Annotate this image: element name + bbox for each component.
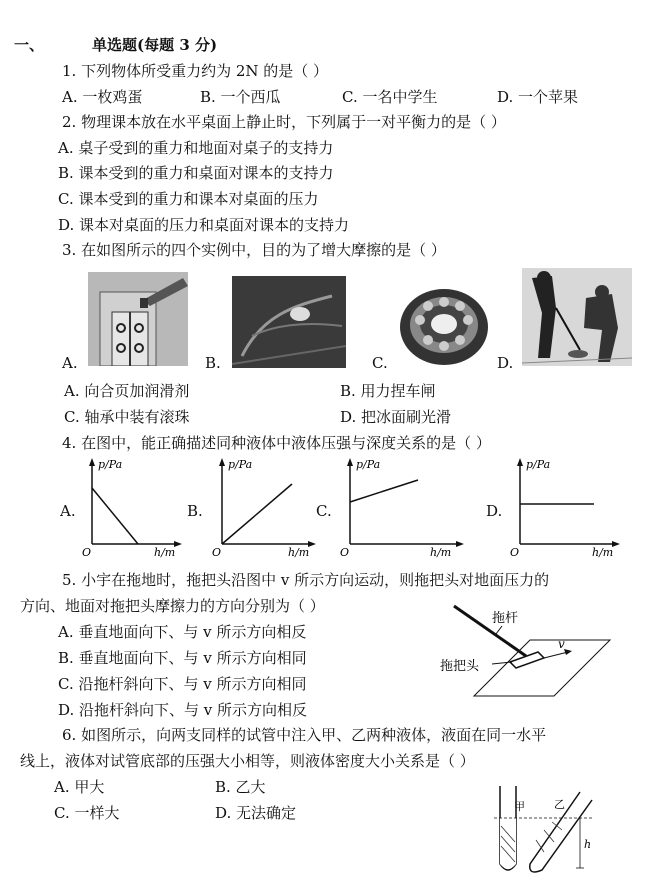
q6-option-b: B. 乙大 (215, 778, 266, 796)
q4-graph-d (508, 454, 624, 558)
q3-option-c: C. 轴承中装有滚珠 (64, 408, 190, 426)
q3-image-c-bearing (398, 284, 490, 370)
q1-option-a: A. 一枚鸡蛋 (62, 88, 143, 106)
q4-graph-d-xlabel: h/m (592, 546, 614, 558)
q3-option-b: B. 用力捏车闸 (340, 382, 436, 400)
q6-option-c: C. 一样大 (54, 804, 120, 822)
q4-graph-b-line (222, 484, 292, 544)
q3-image-a-hinge (88, 272, 188, 366)
q4-graph-b-origin: O (212, 546, 222, 558)
q5-option-b: B. 垂直地面向下、与 v 所示方向相同 (58, 649, 307, 667)
q4-graph-label-a: A. (60, 502, 76, 520)
q6-stem-line1: 6. 如图所示，向两支同样的试管中注入甲、乙两种液体，液面在同一水平 (62, 726, 547, 744)
q4-graph-label-d: D. (486, 502, 503, 520)
q4-graph-c (338, 454, 468, 558)
q3-image-b-brake (232, 276, 346, 368)
q3-stem: 3. 在如图所示的四个实例中，目的为了增大摩擦的是（ ） (62, 241, 446, 259)
q1-option-d: D. 一个苹果 (497, 88, 579, 106)
q1-option-b: B. 一个西瓜 (200, 88, 281, 106)
q3-image-label-a: A. (62, 354, 78, 372)
q1-option-c: C. 一名中学生 (342, 88, 438, 106)
q5-mop-figure (430, 600, 630, 712)
q6-fig-yi-label: 乙 (554, 798, 565, 811)
q2-stem: 2. 物理课本放在水平桌面上静止时，下列属于一对平衡力的是（ ） (62, 113, 506, 131)
q4-graph-c-ylabel: p/Pa (356, 458, 381, 471)
q5-option-c: C. 沿拖杆斜向下、与 v 所示方向相同 (58, 675, 307, 693)
q5-fig-pole-label: 拖杆 (492, 611, 519, 626)
q4-graph-a-xlabel: h/m (154, 546, 176, 558)
q4-stem: 4. 在图中，能正确描述同种液体中液体压强与深度关系的是（ ） (62, 434, 491, 452)
q6-test-tubes-figure (484, 778, 624, 878)
q2-option-b: B. 课本受到的重力和桌面对课本的支持力 (58, 164, 334, 182)
section-number: 一、 (14, 36, 45, 54)
q4-graph-c-origin: O (340, 546, 350, 558)
q4-graph-b-xlabel: h/m (288, 546, 310, 558)
q4-graph-a-line (92, 488, 138, 544)
q4-graph-label-b: B. (187, 502, 203, 520)
q5-option-d: D. 沿拖杆斜向下、与 v 所示方向相反 (58, 701, 308, 719)
q1-stem: 1. 下列物体所受重力约为 2N 的是（ ） (62, 62, 329, 80)
q4-graph-c-line (350, 480, 418, 502)
q4-graph-label-c: C. (316, 502, 332, 520)
q3-image-label-d: D. (497, 354, 514, 372)
q4-graph-d-origin: O (510, 546, 520, 558)
q6-fig-jia-label: 甲 (514, 800, 525, 813)
q4-graph-a-ylabel: p/Pa (98, 458, 123, 471)
q2-option-a: A. 桌子受到的重力和地面对桌子的支持力 (58, 139, 334, 157)
q2-option-d: D. 课本对桌面的压力和桌面对课本的支持力 (58, 216, 350, 234)
q3-option-d: D. 把冰面刷光滑 (340, 408, 452, 426)
q6-fig-h-label: h (584, 838, 592, 851)
q2-option-c: C. 课本受到的重力和课本对桌面的压力 (58, 190, 319, 208)
q4-graph-a (82, 454, 182, 558)
q6-stem-line2: 线上，液体对试管底部的压强大小相等，则液体密度大小关系是（ ） (20, 752, 475, 770)
q5-stem-line2: 方向、地面对拖把头摩擦力的方向分别为（ ） (20, 597, 325, 615)
q6-option-a: A. 甲大 (54, 778, 105, 796)
q4-graph-a-origin: O (82, 546, 92, 558)
q3-option-a: A. 向合页加润滑剂 (64, 382, 190, 400)
q4-graph-c-xlabel: h/m (430, 546, 452, 558)
q5-fig-v: v (558, 637, 565, 651)
q4-graph-b-ylabel: p/Pa (228, 458, 253, 471)
q4-graph-b (212, 454, 322, 558)
q3-image-label-c: C. (372, 354, 388, 372)
section-title: 单选题(每题 3 分) (92, 36, 218, 54)
q6-option-d: D. 无法确定 (215, 804, 297, 822)
q5-fig-head-label: 拖把头 (440, 659, 480, 674)
q5-stem-line1: 5. 小宇在拖地时，拖把头沿图中 v 所示方向运动，则拖把头对地面压力的 (62, 571, 550, 589)
q5-option-a: A. 垂直地面向下、与 v 所示方向相反 (58, 623, 307, 641)
q3-image-d-curling (522, 268, 632, 366)
q4-graph-d-ylabel: p/Pa (526, 458, 551, 471)
q3-image-label-b: B. (205, 354, 221, 372)
